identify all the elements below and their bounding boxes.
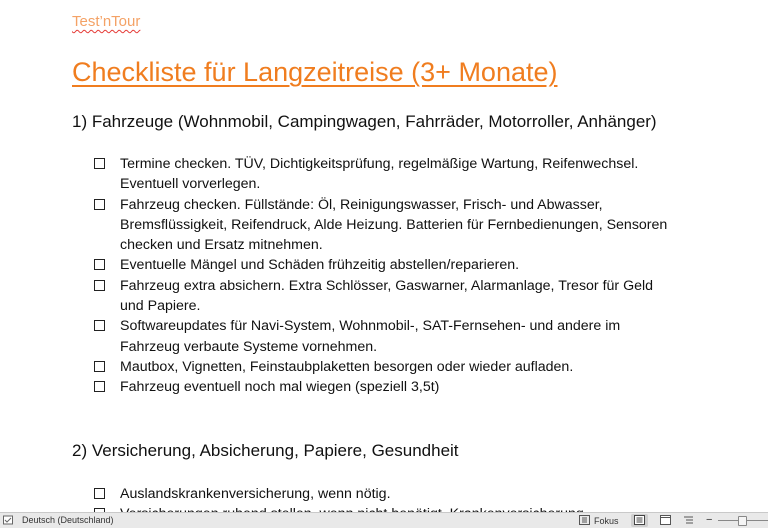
checkbox[interactable] xyxy=(94,199,105,210)
checklist-item-text[interactable]: Eventuelle Mängel und Schäden frühzeitig abstellen/reparieren. xyxy=(120,257,520,274)
checkbox[interactable] xyxy=(94,488,105,499)
checklist-item xyxy=(94,255,674,275)
outline-icon xyxy=(683,515,694,527)
checklist-item xyxy=(94,484,674,504)
checklist-item-text[interactable]: Fahrzeug checken. Füllstände: Öl, Reinigungswasser, Frisch- und Abwasser, Bremsflüssigkeit, Reifendruck, Alde Heizung. Batterien für Fernbedienungen, Sensoren checken und Ersatz mitnehmen. xyxy=(120,196,668,254)
proofing-icon[interactable] xyxy=(3,515,13,525)
focus-icon xyxy=(579,515,590,527)
checklist-item xyxy=(94,154,674,195)
section-heading-fahrzeuge[interactable]: 1) Fahrzeuge (Wohnmobil, Campingwagen, Fahrräder, Motorroller, Anhänger) xyxy=(72,112,657,131)
checklist-item xyxy=(94,195,674,256)
checkbox[interactable] xyxy=(94,280,105,291)
web-layout-view-button[interactable] xyxy=(657,514,674,527)
web-layout-icon xyxy=(660,515,671,527)
status-bar xyxy=(0,512,768,528)
checklist-fahrzeuge xyxy=(94,154,674,398)
outline-view-button[interactable] xyxy=(680,514,697,527)
checkbox[interactable] xyxy=(94,158,105,169)
document-title[interactable]: Checkliste für Langzeitreise (3+ Monate) xyxy=(72,57,558,87)
checklist-item xyxy=(94,316,674,357)
checklist-item-text[interactable]: Softwareupdates für Navi-System, Wohnmobil-, SAT-Fernsehen- und andere im Fahrzeug verbaute Systeme vornehmen. xyxy=(120,318,621,355)
section-heading-versicherung[interactable]: 2) Versicherung, Absicherung, Papiere, Gesundheit xyxy=(72,441,459,460)
document-header-text[interactable]: Test’nTour xyxy=(72,13,141,30)
checklist-item xyxy=(94,377,674,397)
checklist-item xyxy=(94,357,674,377)
zoom-slider-thumb[interactable] xyxy=(738,516,747,526)
focus-label: Fokus xyxy=(594,515,619,526)
checklist-item-text[interactable]: Fahrzeug extra absichern. Extra Schlösser, Gaswarner, Alarmanlage, Tresor für Geld und Papiere. xyxy=(120,277,654,315)
print-layout-icon xyxy=(634,515,645,527)
checkbox[interactable] xyxy=(94,381,105,392)
checklist-item-text[interactable]: Termine checken. TÜV, Dichtigkeitsprüfung, regelmäßige Wartung, Reifenwechsel. Eventuell vorverlegen. xyxy=(120,156,639,193)
print-layout-view-button[interactable] xyxy=(631,514,648,527)
language-status[interactable]: Deutsch (Deutschland) xyxy=(22,515,114,525)
checklist-item-text[interactable]: Mautbox, Vignetten, Feinstaubplaketten besorgen oder wieder aufladen. xyxy=(120,358,574,375)
checklist-item-text[interactable]: Auslandskrankenversicherung, wenn nötig. xyxy=(120,486,391,502)
checkbox[interactable] xyxy=(94,361,105,372)
checklist-item xyxy=(94,276,674,317)
checklist-item-text[interactable]: Fahrzeug eventuell noch mal wiegen (speziell 3,5t) xyxy=(120,379,440,396)
checkbox[interactable] xyxy=(94,259,105,270)
zoom-out-button[interactable]: − xyxy=(706,514,713,526)
focus-button[interactable] xyxy=(579,514,619,527)
checkbox[interactable] xyxy=(94,320,105,331)
